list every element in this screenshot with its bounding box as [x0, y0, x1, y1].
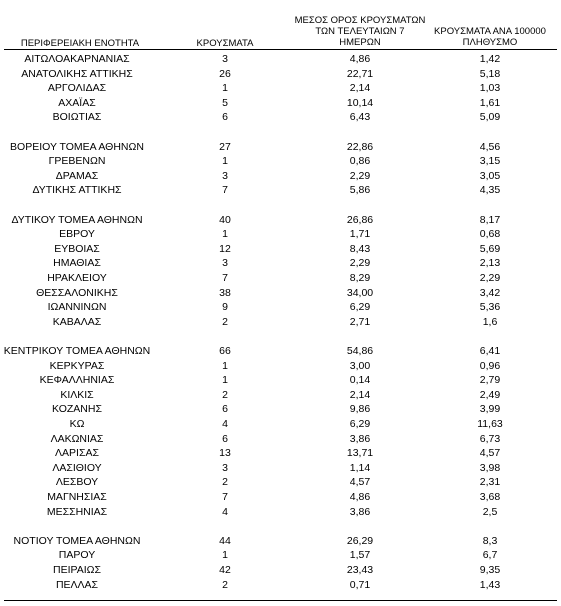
avg7-cell: 2,29 — [349, 257, 371, 270]
table-rule — [4, 49, 557, 50]
avg7-cell: 6,29 — [349, 301, 371, 314]
region-cell: ΒΟΡΕΙΟΥ ΤΟΜΕΑ ΑΘΗΝΩΝ — [10, 140, 144, 153]
cases-cell: 13 — [219, 447, 231, 460]
cases-cell: 2 — [222, 388, 228, 401]
per100k-cell: 3,15 — [479, 155, 501, 168]
per100k-cell: 2,13 — [479, 257, 501, 270]
cases-cell: 3 — [222, 257, 228, 270]
region-cell: ΚΕΦΑΛΛΗΝΙΑΣ — [39, 374, 115, 387]
avg7-cell: 1,14 — [349, 461, 371, 474]
table-row — [0, 300, 561, 315]
header-avg7-line2: ΤΩΝ ΤΕΛΕΥΤΑΙΩΝ 7 — [315, 26, 405, 37]
table-row — [0, 315, 561, 330]
header-per100k-line1: ΚΡΟΥΣΜΑΤΑ ΑΝΑ 100000 — [434, 26, 546, 37]
per100k-cell: 5,18 — [479, 67, 501, 80]
avg7-cell: 3,86 — [349, 432, 371, 445]
table-row — [0, 154, 561, 169]
region-cell: ΜΑΓΝΗΣΙΑΣ — [47, 491, 107, 503]
table-row — [0, 446, 561, 461]
avg7-cell: 1,57 — [349, 549, 371, 562]
cases-cell: 2 — [222, 476, 228, 489]
cases-cell: 1 — [222, 155, 228, 168]
table-row — [0, 81, 561, 96]
header-per100k-line2: ΠΛΗΘΥΣΜΟ — [462, 37, 518, 48]
avg7-cell: 2,14 — [349, 388, 371, 401]
table-row — [0, 256, 561, 271]
cases-cell: 12 — [219, 242, 231, 255]
region-cell: ΔΡΑΜΑΣ — [55, 169, 99, 182]
region-cell: ΓΡΕΒΕΝΩΝ — [48, 155, 106, 168]
table-row — [0, 402, 561, 417]
cases-cell: 7 — [222, 491, 228, 503]
cases-cell: 2 — [222, 578, 228, 591]
per100k-cell: 2,49 — [479, 388, 501, 401]
per100k-cell: 6,73 — [479, 432, 501, 445]
per100k-cell: 1,03 — [479, 82, 501, 95]
per100k-cell: 2,79 — [479, 374, 501, 387]
avg7-cell: 26,29 — [346, 534, 374, 547]
region-cell: ΚΙΛΚΙΣ — [60, 388, 94, 401]
avg7-cell: 8,29 — [349, 272, 371, 284]
region-cell: ΗΡΑΚΛΕΙΟΥ — [47, 272, 107, 284]
region-cell: ΚΕΝΤΡΙΚΟΥ ΤΟΜΕΑ ΑΘΗΝΩΝ — [3, 345, 151, 357]
cases-cell: 9 — [222, 301, 228, 314]
table-row — [0, 110, 561, 125]
cases-cell: 44 — [219, 534, 231, 547]
per100k-cell: 9,35 — [479, 564, 501, 576]
header-per100k — [420, 26, 560, 48]
table-row — [0, 578, 561, 593]
table-row — [0, 388, 561, 403]
cases-cell: 1 — [222, 228, 228, 241]
table-bottom-rule — [4, 600, 557, 601]
cases-cell: 7 — [222, 184, 228, 197]
table-row — [0, 67, 561, 82]
region-cell: ΕΥΒΟΙΑΣ — [54, 242, 100, 255]
region-cell: ΕΒΡΟΥ — [59, 228, 95, 241]
avg7-cell: 23,43 — [346, 564, 374, 576]
table-row — [0, 213, 561, 228]
table-row — [0, 505, 561, 520]
per100k-cell: 3,05 — [479, 169, 501, 182]
per100k-cell: 3,98 — [479, 461, 501, 474]
avg7-cell: 3,00 — [349, 359, 371, 372]
table-row — [0, 344, 561, 359]
avg7-cell: 10,14 — [346, 96, 374, 109]
cases-cell: 66 — [219, 345, 231, 357]
per100k-cell: 5,36 — [479, 301, 501, 314]
table-row — [0, 548, 561, 563]
region-cell: ΛΑΚΩΝΙΑΣ — [50, 432, 104, 445]
region-cell: ΑΝΑΤΟΛΙΚΗΣ ΑΤΤΙΚΗΣ — [21, 67, 133, 80]
cases-cell: 38 — [219, 286, 231, 299]
region-cell: ΜΕΣΣΗΝΙΑΣ — [46, 505, 108, 518]
cases-cell: 5 — [222, 96, 228, 109]
table-row — [0, 140, 561, 155]
table-row — [0, 461, 561, 476]
avg7-cell: 13,71 — [346, 447, 374, 460]
table-row — [0, 490, 561, 505]
cases-cell: 7 — [222, 272, 228, 284]
cases-cell: 6 — [222, 111, 228, 124]
avg7-cell: 34,00 — [346, 286, 374, 299]
table-row — [0, 286, 561, 301]
region-cell: ΠΕΛΛΑΣ — [55, 578, 99, 591]
per100k-cell: 0,96 — [479, 359, 501, 372]
region-cell: ΠΑΡΟΥ — [58, 549, 96, 562]
cases-cell: 4 — [222, 418, 228, 430]
region-cell: ΔΥΤΙΚΗΣ ΑΤΤΙΚΗΣ — [32, 184, 122, 197]
cases-cell: 1 — [222, 549, 228, 562]
table-row — [0, 183, 561, 198]
avg7-cell: 9,86 — [349, 403, 371, 416]
region-cell: ΚΟΖΑΝΗΣ — [52, 403, 102, 416]
cases-cell: 1 — [222, 374, 228, 387]
cases-cell: 2 — [222, 315, 228, 328]
avg7-cell: 4,86 — [349, 53, 371, 65]
table-row — [0, 96, 561, 111]
avg7-cell: 5,86 — [349, 184, 371, 197]
table-row — [0, 534, 561, 549]
cases-cell: 27 — [219, 140, 231, 153]
per100k-cell: 6,41 — [479, 345, 501, 357]
cases-cell: 26 — [219, 67, 231, 80]
header-avg7 — [280, 15, 440, 48]
per100k-cell: 3,99 — [479, 403, 501, 416]
per100k-cell: 2,29 — [479, 272, 501, 284]
cases-cell: 3 — [222, 461, 228, 474]
region-cell: ΑΡΓΟΛΙΔΑΣ — [47, 82, 107, 95]
avg7-cell: 0,71 — [349, 578, 371, 591]
region-cell: ΛΕΣΒΟΥ — [55, 476, 99, 489]
header-avg7-line1: ΜΕΣΟΣ ΟΡΟΣ ΚΡΟΥΣΜΑΤΩΝ — [294, 15, 426, 26]
region-cell: ΔΥΤΙΚΟΥ ΤΟΜΕΑ ΑΘΗΝΩΝ — [11, 213, 143, 226]
table-row — [0, 242, 561, 257]
avg7-cell: 2,29 — [349, 169, 371, 182]
per100k-cell: 1,43 — [479, 578, 501, 591]
region-cell: ΒΟΙΩΤΙΑΣ — [52, 111, 102, 124]
per100k-cell: 4,56 — [479, 140, 501, 153]
cases-cell: 3 — [222, 169, 228, 182]
per100k-cell: 8,17 — [479, 213, 501, 226]
header-region: ΠΕΡΙΦΕΡΕΙΑΚΗ ΕΝΟΤΗΤΑ — [20, 38, 140, 49]
per100k-cell: 0,68 — [479, 228, 501, 241]
avg7-cell: 0,86 — [349, 155, 371, 168]
per100k-cell: 3,42 — [479, 286, 501, 299]
table-row — [0, 373, 561, 388]
per100k-cell: 1,6 — [482, 315, 498, 328]
per100k-cell: 5,09 — [479, 111, 501, 124]
per100k-cell: 1,42 — [479, 53, 501, 65]
region-cell: ΚΩ — [69, 418, 85, 430]
avg7-cell: 26,86 — [346, 213, 374, 226]
region-cell: ΑΧΑΪΑΣ — [58, 96, 96, 109]
table-row — [0, 359, 561, 374]
avg7-cell: 54,86 — [346, 345, 374, 357]
region-cell: ΗΜΑΘΙΑΣ — [53, 257, 101, 270]
per100k-cell: 4,57 — [479, 447, 501, 460]
region-cell: ΚΑΒΑΛΑΣ — [52, 315, 102, 328]
per100k-cell: 8,3 — [482, 534, 498, 547]
per100k-cell: 1,61 — [479, 96, 501, 109]
per100k-cell: 11,63 — [477, 418, 503, 430]
region-cell: ΛΑΡΙΣΑΣ — [55, 447, 99, 460]
cases-cell: 40 — [219, 213, 231, 226]
table-row — [0, 432, 561, 447]
cases-cell: 42 — [219, 564, 231, 576]
avg7-cell: 22,71 — [346, 67, 374, 80]
cases-cell: 4 — [222, 505, 228, 518]
per100k-cell: 6,7 — [482, 549, 498, 562]
cases-cell: 3 — [222, 53, 228, 65]
header-avg7-line3: ΗΜΕΡΩΝ — [339, 37, 381, 48]
region-cell: ΙΩΑΝΝΙΝΩΝ — [47, 301, 107, 314]
avg7-cell: 3,86 — [349, 505, 371, 518]
per100k-cell: 3,68 — [479, 491, 501, 503]
per100k-cell: 2,5 — [482, 505, 498, 518]
table-row — [0, 271, 561, 286]
avg7-cell: 1,71 — [349, 228, 371, 241]
table-row — [0, 169, 561, 184]
header-cases: ΚΡΟΥΣΜΑΤΑ — [196, 38, 254, 49]
avg7-cell: 6,29 — [349, 418, 371, 430]
region-cell: ΝΟΤΙΟΥ ΤΟΜΕΑ ΑΘΗΝΩΝ — [13, 534, 141, 547]
cases-cell: 6 — [222, 432, 228, 445]
region-cell: ΚΕΡΚΥΡΑΣ — [49, 359, 105, 372]
region-cell: ΘΕΣΣΑΛΟΝΙΚΗΣ — [36, 286, 118, 299]
cases-cell: 6 — [222, 403, 228, 416]
per100k-cell: 2,31 — [479, 476, 501, 489]
region-cell: ΑΙΤΩΛΟΑΚΑΡΝΑΝΙΑΣ — [24, 53, 130, 65]
per100k-cell: 5,69 — [479, 242, 501, 255]
table-row — [0, 52, 561, 67]
table-row — [0, 417, 561, 432]
avg7-cell: 4,86 — [349, 491, 371, 503]
per100k-cell: 4,35 — [479, 184, 501, 197]
cases-cell: 1 — [222, 82, 228, 95]
region-cell: ΛΑΣΙΘΙΟΥ — [52, 461, 102, 474]
avg7-cell: 6,43 — [349, 111, 371, 124]
avg7-cell: 22,86 — [346, 140, 374, 153]
avg7-cell: 2,14 — [349, 82, 371, 95]
avg7-cell: 4,57 — [349, 476, 371, 489]
avg7-cell: 0,14 — [349, 374, 371, 387]
cases-cell: 1 — [222, 359, 228, 372]
avg7-cell: 2,71 — [349, 315, 371, 328]
region-cell: ΠΕΙΡΑΙΩΣ — [53, 564, 101, 576]
table-row — [0, 475, 561, 490]
table-row — [0, 227, 561, 242]
avg7-cell: 8,43 — [349, 242, 371, 255]
table-row — [0, 563, 561, 578]
